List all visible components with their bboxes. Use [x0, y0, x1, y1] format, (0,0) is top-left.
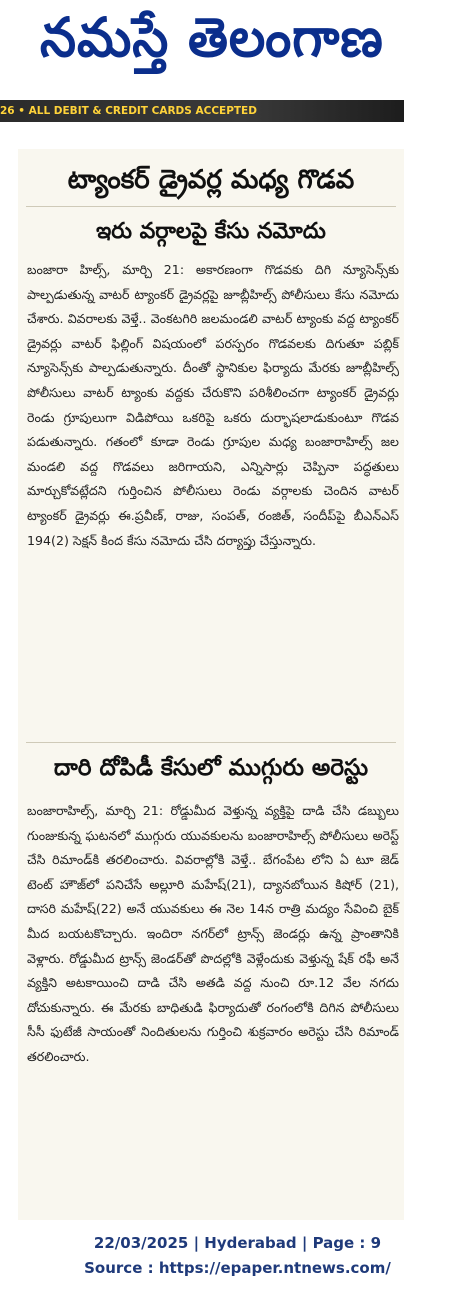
- masthead: [0, 0, 475, 95]
- ad-strip-text: 26 • ALL DEBIT & CREDIT CARDS ACCEPTED: [0, 105, 257, 117]
- article-body: బంజారా హిల్స్, మార్చి 21: అకారణంగా గొడవకు దిగి న్యూసెన్స్‌కు పాల్పడుతున్న వాటర్ ట్యాంకర్ డ్రైవర్లపై జూబ్లీహిల్స్ పోలీసులు కేసు నమోదు చేశారు. వివరాలకు వెళ్తే.. వెంకటగిరి జలమండలి వాటర్ ట్యాంకు వద్ద ట్యాంకర్ డ్రైవర్లు వాటర్ ఫిల్లింగ్ విషయంలో పరస్పరం గొడవలకు దిగుతూ పబ్లిక్ న్యూసెన్స్‌కు పాల్పడుతున్నారు. దీంతో స్థానికుల ఫిర్యాదు మేరకు జూబ్లీహిల్స్ పోలీసులు వాటర్ ట్యాంకు వద్దకు చేరుకొని పరిశీలించగా ట్యాంకర్ డ్రైవర్లు రెండు గ్రూపులుగా విడిపోయి ఒకరిపై ఒకరు దుర్భాషలాడుకుంటూ గొడవ పడుతున్నారు. గతంలో కూడా రెండు గ్రూపుల మధ్య బంజారాహిల్స్ జల మండలి వద్ద గొడవలు జరిగాయని, ఎన్నిసార్లు చెప్పినా పద్ధతులు మార్చుకోవట్లేదని గుర్తించిన పోలీసులు రెండు వర్గాలకు చెందిన వాటర్ ట్యాంకర్ డ్రైవర్లు ఈ.ప్రవీణ్, రాజు, సంపత్, రంజిత్, సందీప్‌పై బీఎన్ఎస్ 194(2) సెక్షన్ కింద కేసు నమోదు చేసి దర్యాప్తు చేస్తున్నారు.: [27, 262, 399, 548]
- divider: [26, 206, 396, 207]
- article-subheadline: ఇరు వర్గాలపై కేసు నమోదు: [96, 219, 326, 244]
- date-edition-line: 22/03/2025 | Hyderabad | Page : 9: [93, 1234, 382, 1252]
- article-headline-2: దారి దోపిడీ కేసులో ముగ్గురు అరెస్టు: [53, 755, 369, 781]
- divider: [26, 742, 396, 743]
- article-headline: ట్యాంకర్ డ్రైవర్ల మధ్య గొడవ: [67, 165, 355, 195]
- newspaper-logo: నమస్తే తెలంగాణ: [40, 6, 384, 69]
- source-line: Source : https://epaper.ntnews.com/: [84, 1259, 391, 1277]
- ad-strip: [0, 100, 404, 122]
- article-body-2: బంజారాహిల్స్, మార్చి 21: రోడ్డుమీద వెళ్తున్న వ్యక్తిపై దాడి చేసి డబ్బులు గుంజుకున్న ఘటనలో ముగ్గురు యువకులను బంజారాహిల్స్ పోలీసులు అరెస్ట్ చేసి రిమాండ్‌కి తరలించారు. వివరాల్లోకి వెళ్తే.. బేగంపేట లోని ఏ టూ జెడ్ టెంట్ హౌజ్‌లో పనిచేసే అల్లూరి మహేష్(21), ద్యానబోయిన కిషోర్ (21), దాసరి మహేష్(22) అనే యువకులు ఈ నెల 14న రాత్రి మద్యం సేవించి బైక్ మీద బయటకొచ్చారు. ఇందిరా నగర్‌లో ట్రాన్స్ జెండర్లు ఉన్న ప్రాంతానికి వెళ్లారు. రోడ్డుమీద ట్రాన్స్ జెండర్‌తో పొదల్లోకి వెళ్లేందుకు వెళ్తున్న షేక్ రఫీ అనే వ్యక్తిని అటకాయించి దాడి చేసి అతడి వద్ద నుంచి రూ.12 వేల నగదు దోచుకున్నారు. ఈ మేరకు బాధితుడి ఫిర్యాదుతో రంగంలోకి దిగిన పోలీసులు సీసీ ఫుటేజీ సాయంతో నిందితులను గుర్తించి శుక్రవారం అరెస్టు చేసి రిమాండ్ తరలించారు.: [27, 803, 399, 1064]
